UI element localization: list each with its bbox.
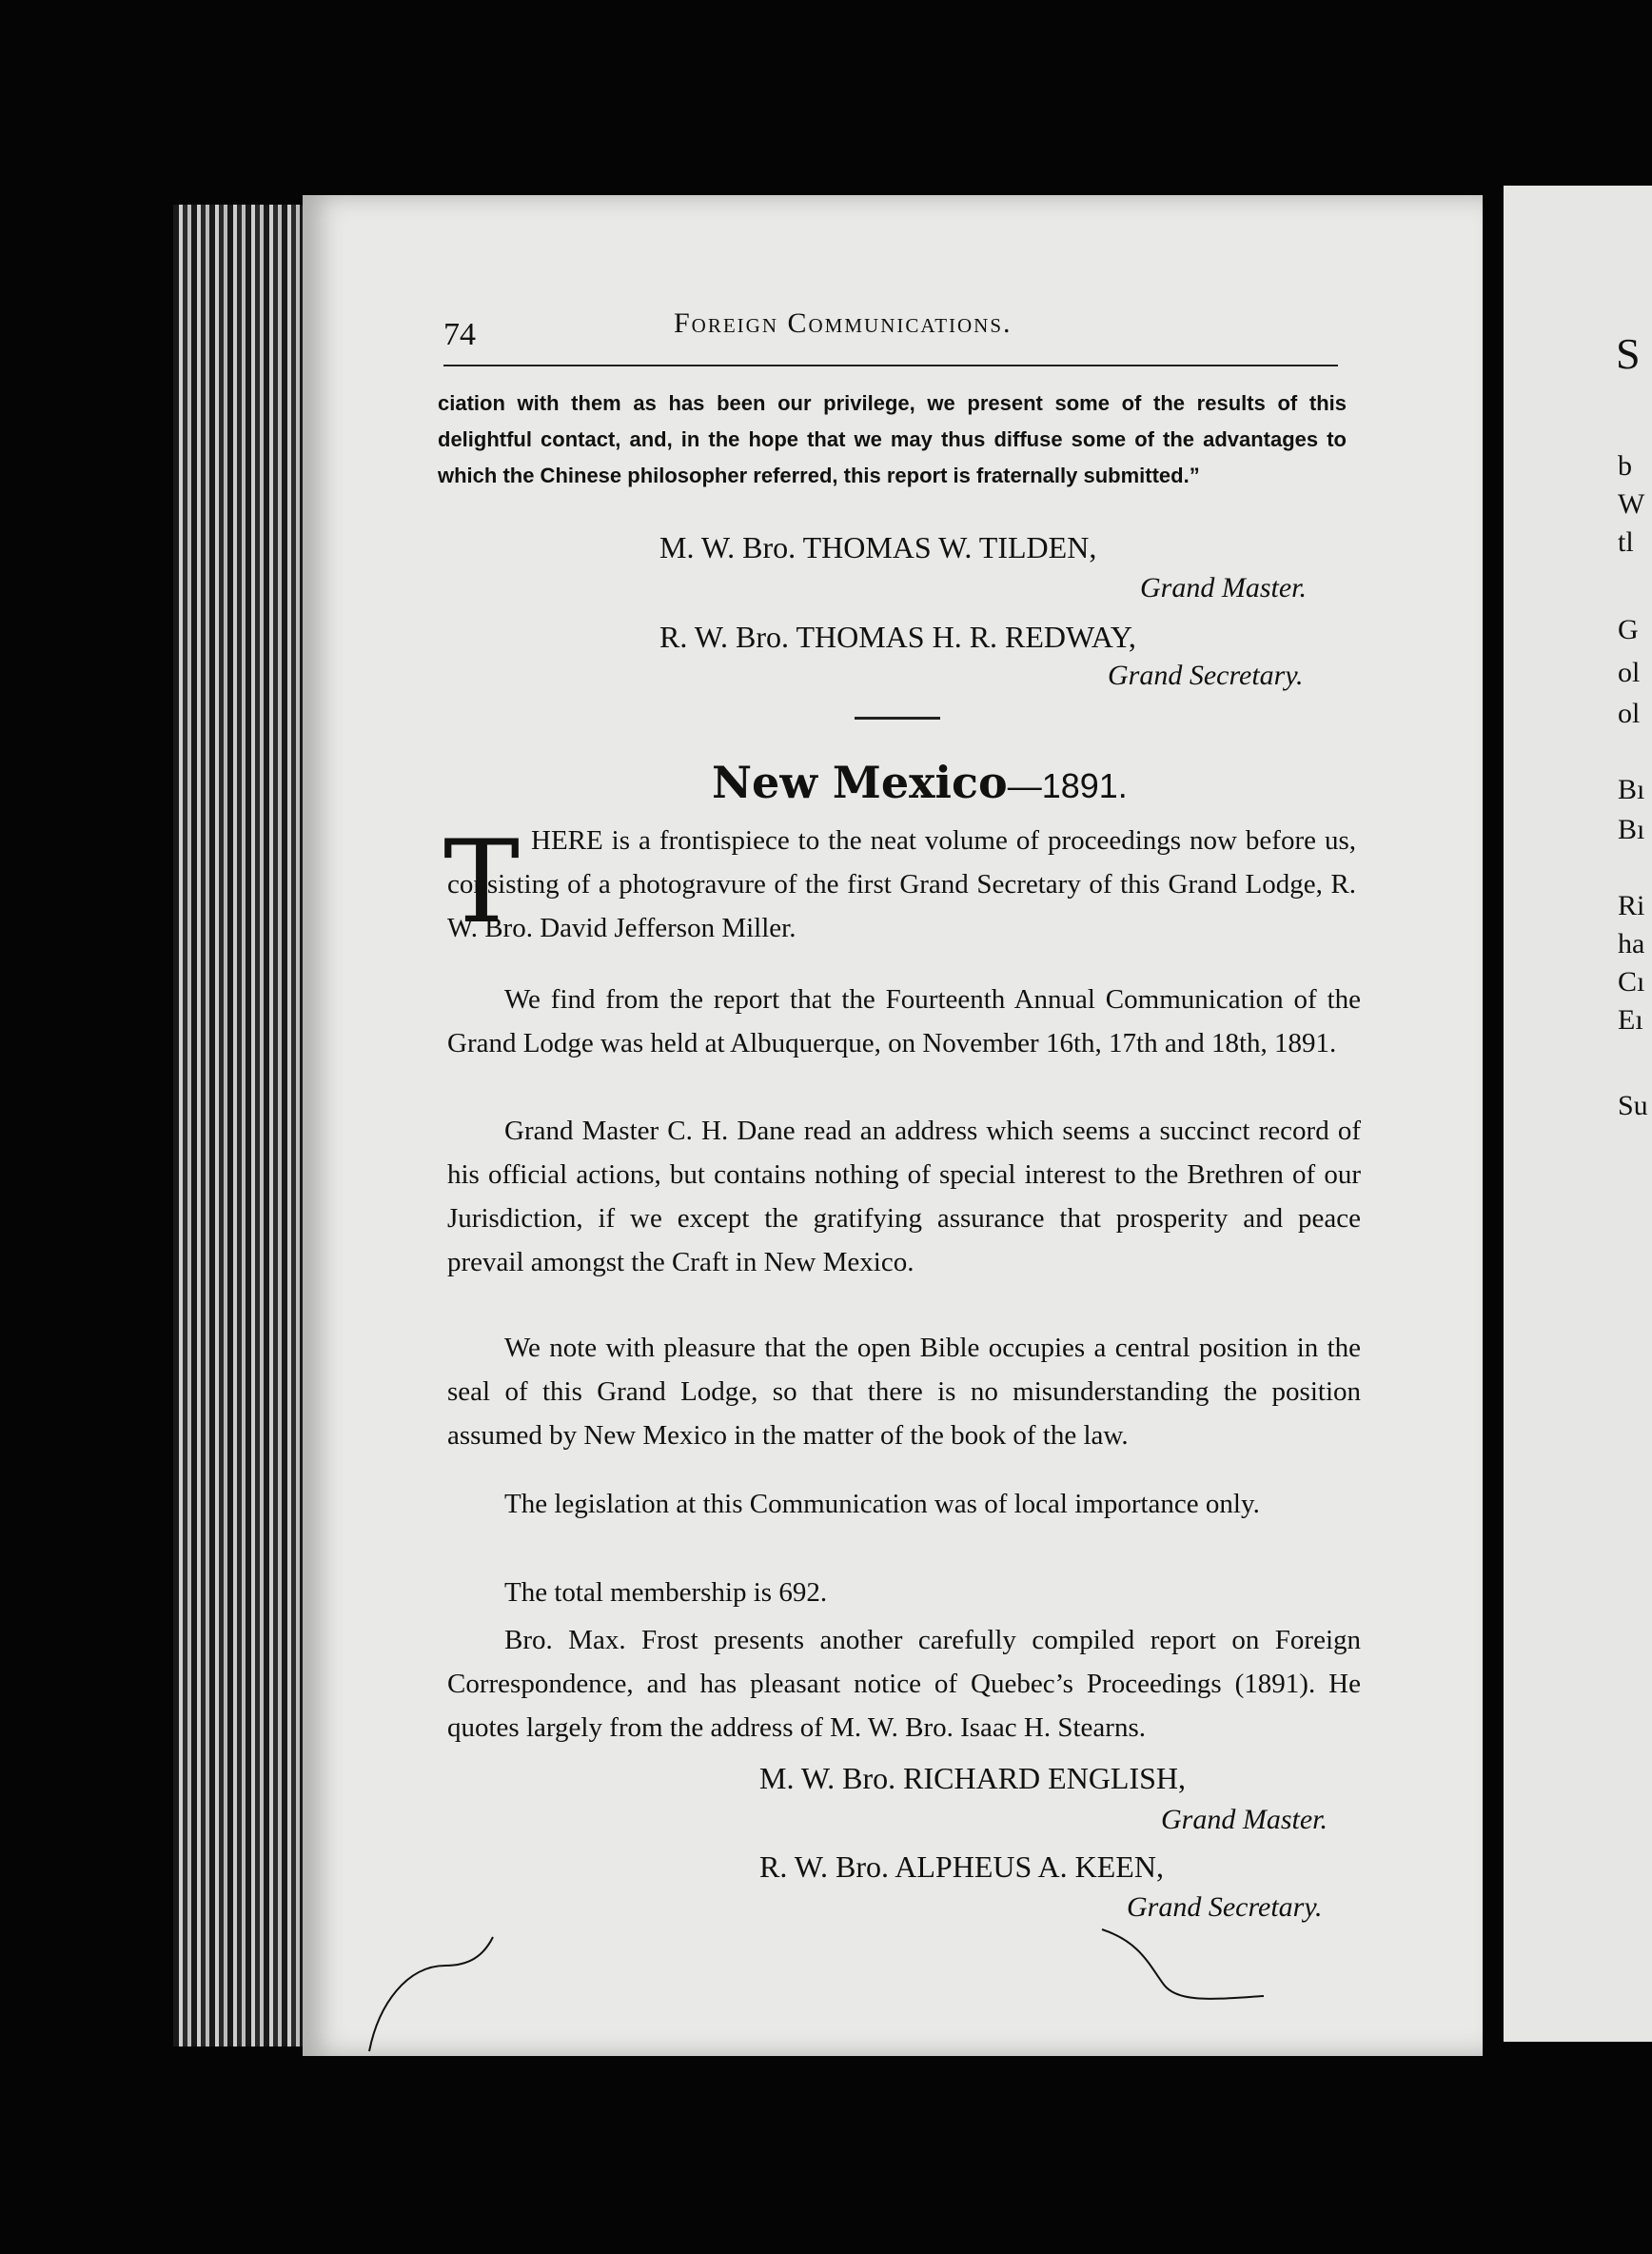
signature-secretary-title: Grand Secretary. (1127, 1891, 1323, 1923)
facing-text-fragment: ol (1618, 698, 1641, 729)
book-page (303, 195, 1483, 2056)
pen-scribble-marks (303, 1908, 1483, 2056)
signature-master-title: Grand Master. (1161, 1804, 1328, 1835)
section-title (712, 757, 1128, 808)
paragraph-foreign-correspondence: Bro. Max. Frost presents another carefully compiled report on Foreign Correspondence, and has pleasant notice of Quebec’s Proceedings (1891). He quotes largely from the address of M. W. Bro. Isaac H. Stearns. (447, 1625, 1361, 1743)
facing-text-fragment: Su (1618, 1090, 1648, 1121)
first-paragraph-text: HERE is a frontispiece to the neat volume of proceedings now before us, consisting of a photogravure of the first Grand Secretary of this Grand Lodge, R. W. Bro. David Jefferson Miller. (447, 825, 1356, 943)
facing-text-fragment: Ri (1618, 890, 1645, 921)
facing-text-fragment: Eı (1618, 1004, 1643, 1036)
drop-cap: T (443, 817, 521, 949)
signature-secretary-name: R. W. Bro. THOMAS H. R. REDWAY, (659, 620, 1136, 654)
facing-text-fragment: G (1618, 614, 1639, 645)
facing-text-fragment: ol (1618, 657, 1641, 688)
facing-text-fragment: Bı (1618, 814, 1645, 845)
paragraph-legislation: The legislation at this Communication was of local importance only. (504, 1489, 1260, 1519)
page-number: 74 (443, 317, 476, 352)
facing-page-fragment (1504, 186, 1652, 2042)
first-paragraph (447, 819, 1356, 950)
section-divider (855, 717, 940, 720)
facing-text-fragment: Cı (1618, 966, 1645, 998)
signature-secretary-name: R. W. Bro. ALPHEUS A. KEEN, (759, 1849, 1164, 1884)
facing-text-fragment: ha (1618, 928, 1645, 959)
signature-master-title: Grand Master. (1140, 572, 1308, 603)
intro-paragraph: ciation with them as has been our privilege, we present some of the results of this delightful contact, and, in the hope that we may thus diffuse some of the advantages to which the Chinese philosopher referred, this report is fraternally submitted.” (438, 391, 1347, 487)
paragraph-open-bible: We note with pleasure that the open Bible occupies a central position in the seal of this Grand Lodge, so that there is no misunderstanding the position assumed by New Mexico in the matter of the book of the law. (447, 1333, 1361, 1451)
facing-text-fragment: W (1618, 488, 1645, 520)
book-page-edges (173, 205, 316, 2046)
facing-text-fragment: S (1616, 329, 1641, 378)
signature-master-name: M. W. Bro. RICHARD ENGLISH, (759, 1761, 1187, 1795)
facing-text-fragment: Bı (1618, 774, 1645, 805)
facing-text-fragment: b (1618, 450, 1632, 482)
section-title-year: —1891. (1007, 766, 1128, 805)
paragraph-grand-master-address: Grand Master C. H. Dane read an address which seems a succinct record of his official actions, but contains nothing of special interest to the Brethren of our Jurisdiction, if we except the gratifying assurance that prosperity and peace prevail amongst the Craft in New Mexico. (447, 1116, 1361, 1277)
facing-text-fragment: tl (1618, 526, 1634, 558)
paragraph-annual-communication: We find from the report that the Fourteenth Annual Communication of the Grand Lodge was held at Albuquerque, on November 16th, 17th and 18th, 1891. (447, 984, 1361, 1058)
section-title-text: New Mexico (712, 757, 1008, 808)
running-head: Foreign Communications. (674, 307, 1013, 339)
signature-secretary-title: Grand Secretary. (1108, 660, 1304, 691)
signature-master-name: M. W. Bro. THOMAS W. TILDEN, (659, 530, 1097, 564)
paragraph-membership: The total membership is 692. (504, 1577, 828, 1608)
header-rule (443, 365, 1338, 366)
